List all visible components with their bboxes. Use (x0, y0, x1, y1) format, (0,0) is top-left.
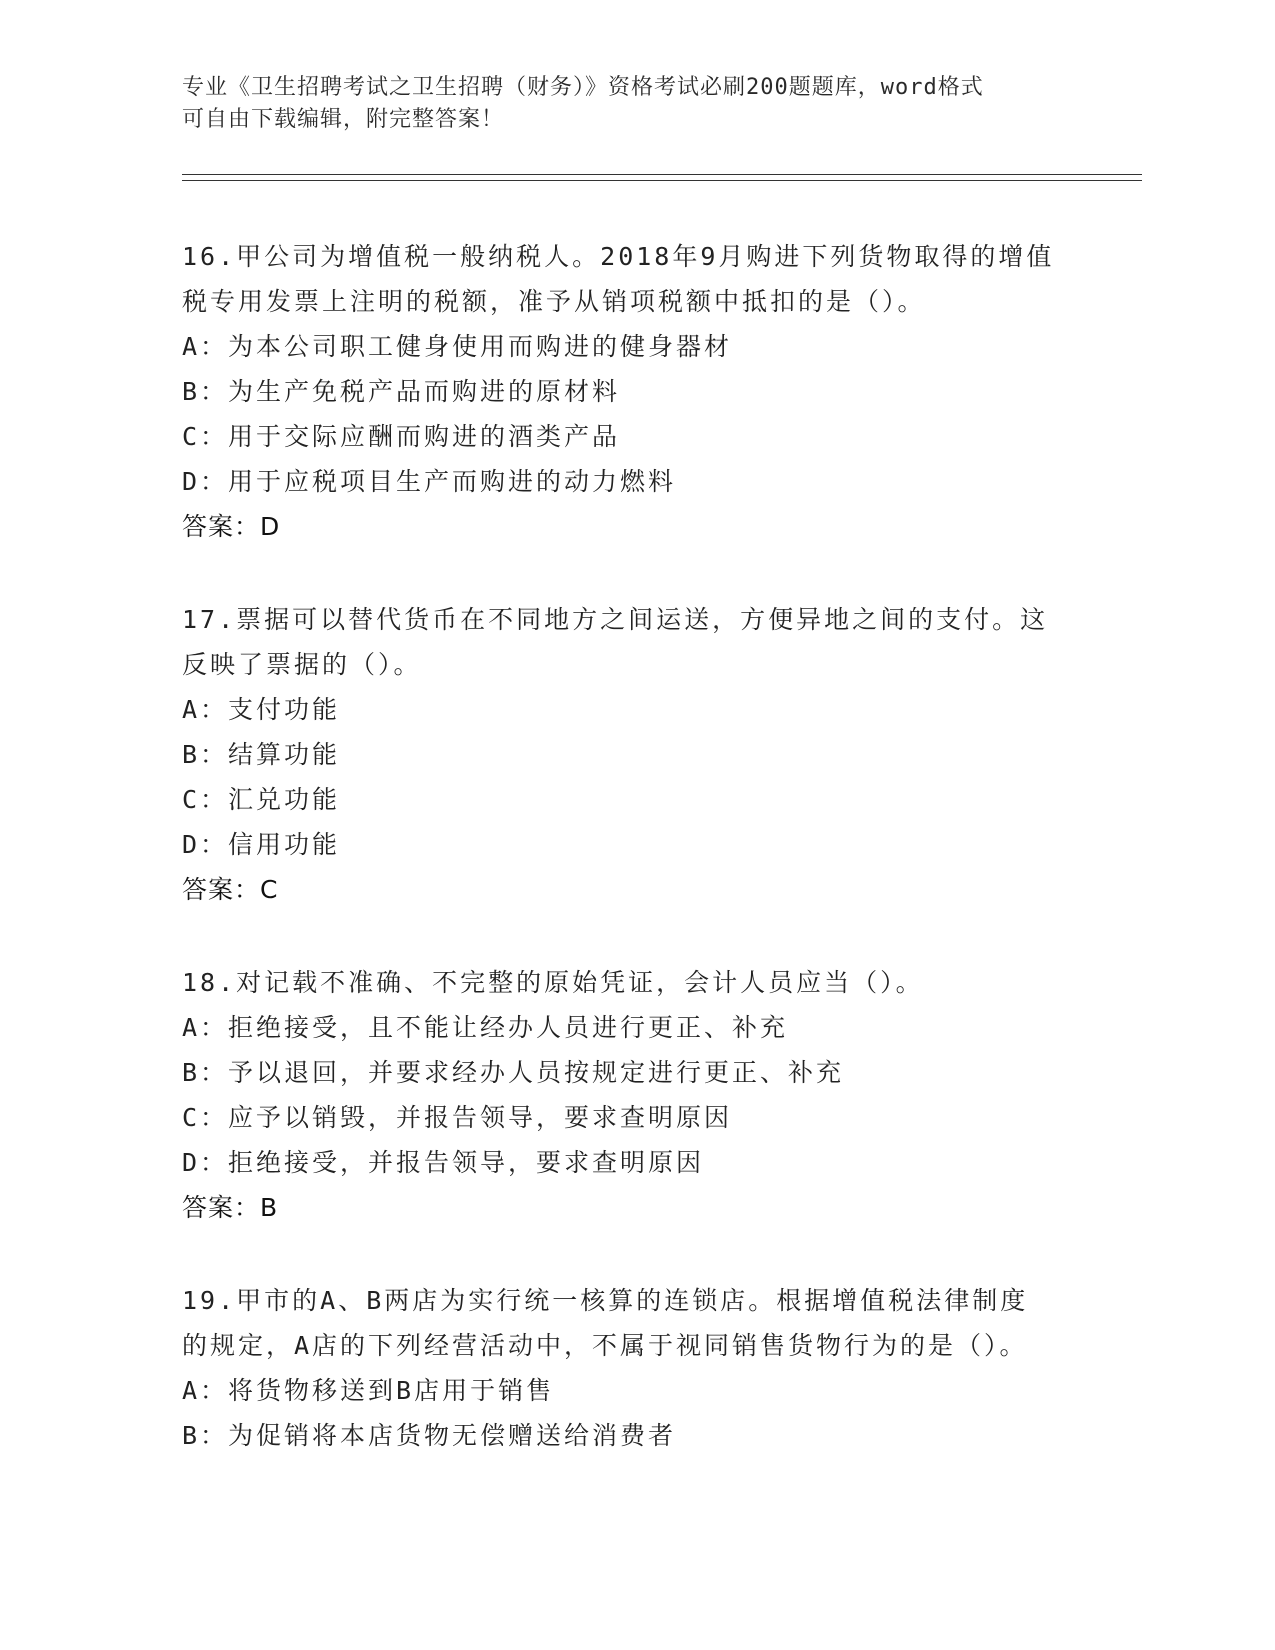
option-a: A：支付功能 (182, 695, 341, 724)
option-d: D：信用功能 (182, 830, 341, 859)
document-header (182, 72, 1052, 136)
question-19 (182, 1278, 1082, 1458)
question-stem-line: 税专用发票上注明的税额，准予从销项税额中抵扣的是（）。 (182, 287, 926, 316)
question-stem-line: 17.票据可以替代货币在不同地方之间运送，方便异地之间的支付。这 (182, 605, 1049, 634)
option-a: A：为本公司职工健身使用而购进的健身器材 (182, 332, 733, 361)
question-list (182, 234, 1082, 1506)
question-stem (182, 234, 1082, 324)
option-c: C：汇兑功能 (182, 785, 341, 814)
header-line-1: 专业《卫生招聘考试之卫生招聘（财务）》资格考试必刷200题题库，word格式 (182, 75, 984, 100)
question-stem (182, 597, 1082, 687)
header-divider-bottom (182, 180, 1142, 181)
option-b: B：为促销将本店货物无偿赠送给消费者 (182, 1421, 677, 1450)
option-b: B：结算功能 (182, 740, 341, 769)
option-b: B：为生产免税产品而购进的原材料 (182, 377, 621, 406)
answer: 答案：C (182, 875, 279, 904)
answer: 答案：B (182, 1193, 279, 1222)
option-c: C：应予以销毁，并报告领导，要求查明原因 (182, 1103, 733, 1132)
question-stem-line: 19.甲市的A、B两店为实行统一核算的连锁店。根据增值税法律制度 (182, 1286, 1029, 1315)
option-c: C：用于交际应酬而购进的酒类产品 (182, 422, 621, 451)
option-d: D：用于应税项目生产而购进的动力燃料 (182, 467, 677, 496)
question-stem (182, 960, 1082, 1005)
header-divider-top (182, 174, 1142, 175)
option-a: A：将货物移送到B店用于销售 (182, 1376, 555, 1405)
option-d: D：拒绝接受，并报告领导，要求查明原因 (182, 1148, 705, 1177)
question-stem-line: 反映了票据的（）。 (182, 650, 422, 679)
question-stem-line: 16.甲公司为增值税一般纳税人。2018年9月购进下列货物取得的增值 (182, 242, 1055, 271)
question-18 (182, 960, 1082, 1230)
option-b: B：予以退回，并要求经办人员按规定进行更正、补充 (182, 1058, 845, 1087)
question-stem-line: 18.对记载不准确、不完整的原始凭证，会计人员应当（）。 (182, 968, 924, 997)
question-stem-line: 的规定，A店的下列经营活动中，不属于视同销售货物行为的是（）。 (182, 1331, 1028, 1360)
option-a: A：拒绝接受，且不能让经办人员进行更正、补充 (182, 1013, 789, 1042)
answer: 答案：D (182, 512, 281, 541)
question-16 (182, 234, 1082, 549)
question-stem (182, 1278, 1082, 1368)
question-17 (182, 597, 1082, 912)
header-line-2: 可自由下载编辑，附完整答案！ (182, 107, 505, 132)
